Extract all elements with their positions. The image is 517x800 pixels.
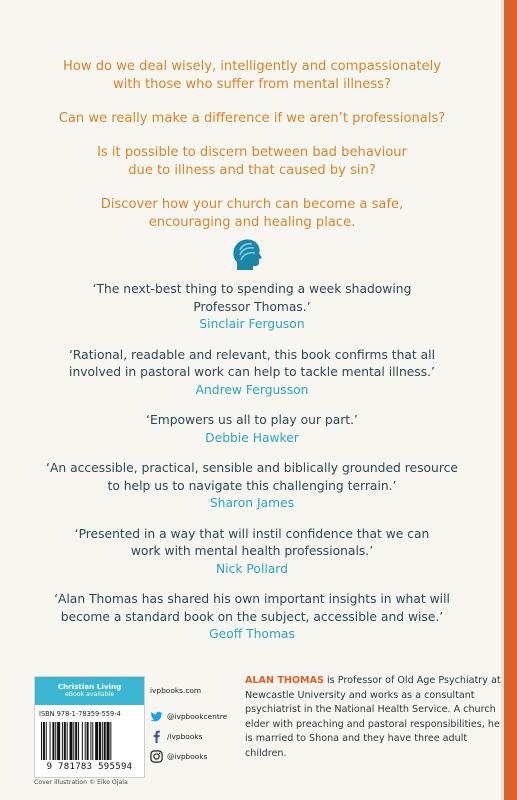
social-links [150,686,227,766]
barcode-bar [75,722,77,760]
endorsement [0,347,504,400]
barcode-bar [50,722,51,760]
barcode-bar [102,722,103,760]
endorsement-author: Nick Pollard [216,561,288,576]
instagram-icon [150,750,163,763]
barcode-bar [82,722,83,760]
barcode-box [34,676,145,778]
endorsements [0,281,504,657]
website-link[interactable]: ivpbooks.com [150,686,202,695]
barcode-bar [95,722,98,760]
endorsement-text: ‘Empowers us all to play our part.’ [146,413,358,427]
head-silhouette-icon [229,236,265,272]
barcode-bar [107,722,110,760]
author-bio-text: is Professor of Old Age Psychiatry at Newcastle University and works as a consultant psychiatrist in the National Health Service. A church elder with preaching and pastoral responsibilities, he is married to Shona and they have three adult children. [245,675,501,759]
barcode-bar [67,722,68,760]
question-block [0,58,504,248]
facebook-link[interactable]: /ivpbooks [150,726,227,746]
question-2: Can we really make a difference if we aren’t professionals? [58,111,446,126]
barcode-bar [57,722,60,760]
barcode-bar [104,722,106,760]
barcode-bar [85,722,86,760]
isbn: ISBN 978-1-78359-559-4 [39,710,121,718]
barcode-bar [92,722,93,760]
endorsement [0,412,504,447]
author-bio [245,674,502,762]
category-label: Christian Living [57,682,122,691]
barcode-bar [70,722,73,760]
barcode-bar [78,722,79,760]
barcode-bar [73,722,74,760]
endorsement-author: Andrew Fergusson [195,382,309,397]
twitter-icon [150,710,163,723]
instagram-link[interactable]: @ivpbooks [150,746,227,766]
barcode-bar [90,722,91,760]
endorsement-text: ‘An accessible, practical, sensible and biblically grounded resource to help us to navigate this challenging terrain.’ [46,461,458,493]
ebook-label: eBook available [64,691,115,698]
endorsement-author: Geoff Thomas [209,627,295,641]
question-1: How do we deal wisely, intelligently and compassionately with those who suffer from mental illness? [63,59,441,92]
twitter-link[interactable]: @ivpbookcentre [150,706,227,726]
endorsement-author: Debbie Hawker [205,430,299,445]
endorsement-author: Sharon James [209,496,295,510]
barcode-bar [99,722,101,760]
endorsement-text: ‘Rational, readable and relevant, this book confirms that all involved in pastoral work can help to tackle mental illness.’ [68,347,436,379]
barcode-number: 9 781783 595594 [46,762,133,772]
endorsement [0,281,504,334]
barcode-bar [64,722,66,760]
endorsement [0,526,504,579]
category-banner [35,677,144,705]
endorsement-author: Sinclair Ferguson [199,317,305,331]
barcode-bar [110,722,111,760]
cover-credit: Cover illustration © Eiko Ojala [34,779,128,786]
question-3: Is it possible to discern between bad behaviour due to illness and that caused by sin? [97,145,407,178]
endorsement [0,460,504,513]
endorsement-text: ‘Presented in a way that will instil confidence that we can work with mental health professionals.’ [74,526,430,558]
orange-spine-edge [504,0,517,800]
barcode-bar [52,722,54,760]
question-4: Discover how your church can become a safe, encouraging and healing place. [100,197,404,230]
barcode-bar [55,722,56,760]
endorsement-text: ‘Alan Thomas has shared his own important insights in what will become a standard book on the subject, accessible and wise.’ [54,592,450,624]
barcode-bar [43,722,45,760]
barcode-bars [41,722,139,760]
barcode-bar [41,722,42,760]
author-name: ALAN THOMAS [245,675,324,686]
endorsement [0,591,504,644]
barcode-bar [87,722,89,760]
barcode-bar [46,722,47,760]
endorsement-text: ‘The next-best thing to spending a week shadowing Professor Thomas.’ [92,282,412,314]
facebook-icon [150,730,163,743]
barcode-bar [62,722,63,760]
